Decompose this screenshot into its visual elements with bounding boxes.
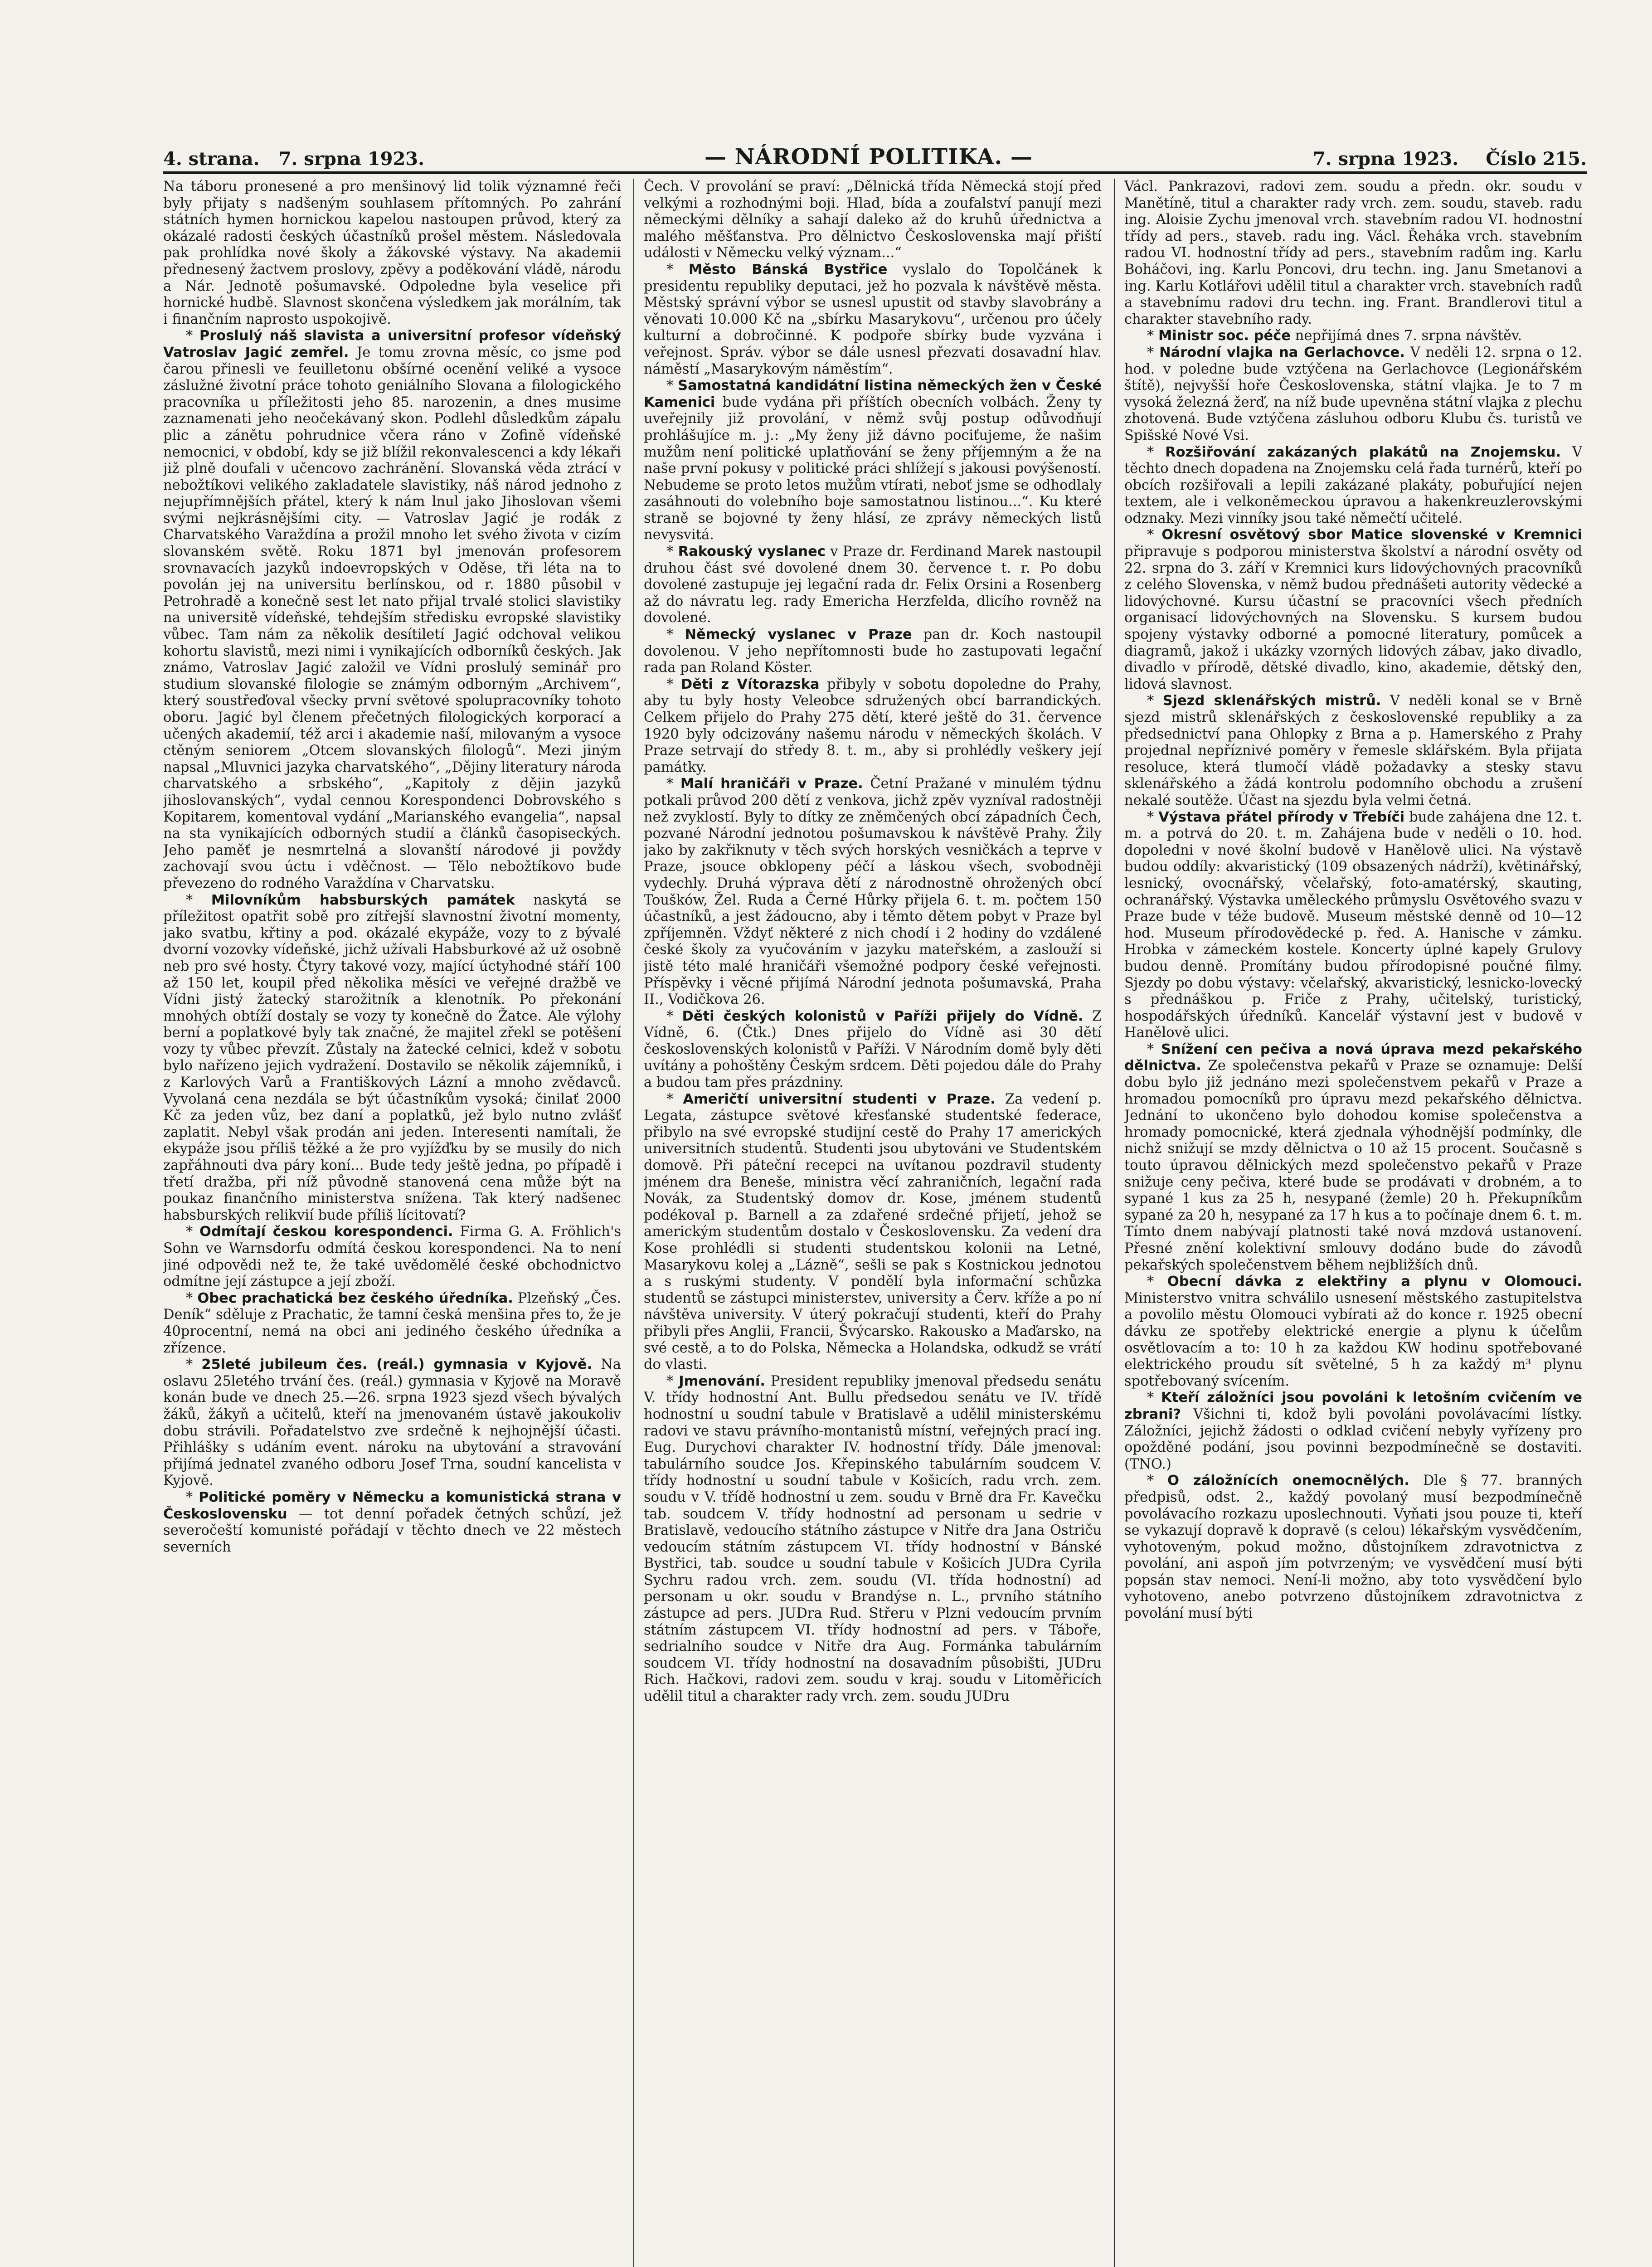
- article-bullet: *: [1147, 328, 1158, 344]
- article-bullet: *: [186, 1290, 198, 1306]
- article-heading: Kteří záložníci jsou povoláni k letošním cvičením ve zbrani?: [1124, 1390, 1582, 1422]
- article-bullet: *: [1147, 1473, 1168, 1489]
- article-body: Plzeňský „Čes. Deník“ sděluje z Prachatic, že tamní česká menšina přes to, že je 40procentní, nemá na obci ani jediného českého úředníka a zřízence.: [163, 1290, 621, 1356]
- article-body: v Praze dr. Ferdinand Marek nastoupil druhou část své dovolené dnem 30. července t. r. Po dobu dovolené zastupuje jej legační rada dr. Felix Orsini a Rosenberg až do návratu leg. rady Emericha Herzfelda, dlicího rovněž na dovolené.: [644, 544, 1102, 626]
- masthead-right: [1313, 148, 1587, 170]
- article-bullet: *: [186, 892, 211, 908]
- article-paragraph: [644, 378, 1102, 544]
- article-bullet: *: [1147, 344, 1160, 360]
- article-bullet: *: [186, 1489, 199, 1505]
- article-heading: Ministr soc. péče: [1158, 328, 1291, 344]
- article-paragraph: [644, 544, 1102, 627]
- article-bullet: *: [666, 1091, 683, 1107]
- article-paragraph: [644, 1373, 1102, 1705]
- article-body: Z Vídně, 6. (Čtk.) Dnes přijelo do Vídně asi 30 dětí československých kolonistů v Paříži. V Národním domě byly děti uvítány a pohoštěny Českým srdcem. Děti pojedou dále do Prahy a budou tam přes prázdniny.: [644, 1008, 1102, 1091]
- column-divider-2: [1114, 179, 1115, 2267]
- article-body: — tot denní pořadek četných schůzí, jež severočeští komunisté pořádají v těchto dnech ve 22 městech severních: [163, 1506, 621, 1555]
- article-paragraph: [1124, 1473, 1582, 1622]
- article-heading: Snížení cen pečiva a nová úprava mezd pekařského dělnictva.: [1124, 1041, 1582, 1074]
- page-label: 4. strana.: [163, 148, 260, 170]
- article-body: přibyly v sobotu dopoledne do Prahy, aby tu byly hosty Veleobce sdružených obcí barrandických. Celkem přijelo do Prahy 275 dětí, které ještě do 31. července 1920 byly odcizovány našemu národu v německých školách. V Praze setrvají do středy 8. t. m., aby si prohlédly veškery její památky.: [644, 676, 1102, 775]
- article-paragraph: [163, 1357, 621, 1489]
- article-bullet: *: [186, 1357, 202, 1373]
- article-heading: Děti z Vítorazska: [680, 676, 820, 692]
- article-paragraph: [644, 627, 1102, 676]
- article-bullet: *: [1147, 527, 1162, 543]
- article-heading: Výstava přátel přírody v Třebíči: [1158, 809, 1405, 825]
- text-column-1: [163, 179, 621, 2267]
- article-paragraph: [1124, 328, 1582, 345]
- article-heading: Rakouský vyslanec: [678, 544, 826, 560]
- article-heading: Město Bánská Bystřice: [688, 261, 888, 277]
- article-paragraph: [163, 1224, 621, 1290]
- text-column-3: [1124, 179, 1582, 2267]
- article-heading: Německý vyslanec v Praze: [685, 627, 912, 643]
- article-bullet: *: [666, 544, 678, 560]
- article-paragraph: [163, 179, 621, 328]
- article-paragraph: [1124, 693, 1582, 809]
- article-paragraph: [1124, 179, 1582, 328]
- article-heading: Politické poměry v Německu a komunistická strana v Československu: [163, 1489, 621, 1522]
- article-heading: 25leté jubileum čes. (reál.) gymnasia v Kyjově.: [201, 1357, 593, 1373]
- article-bullet: *: [666, 676, 681, 692]
- article-heading: Odmítají českou korespondenci.: [199, 1224, 453, 1240]
- article-paragraph: [644, 776, 1102, 1008]
- article-heading: Malí hraničáři v Praze.: [680, 776, 863, 792]
- article-heading: Obec prachatická bez českého úředníka.: [197, 1290, 513, 1306]
- article-body: bude zahájena dne 12. t. m. a potrvá do 20. t. m. Zahájena bude v neděli o 10. hod. dopoledni v nové školní budově v Hanělově ulici. Na výstavě budou oddíly: akvaristický (109 obsazených nádrží), květinářský, lesnický, ovocnářský, včelařský, foto-amatérský, skauting, ochranářský. Výstavka uměleckého průmyslu Osvětového svazu v Praze bude v téže budově. Museum městské denně od 10—12 hod. Museum přírodovědecké p. řed. A. Hanische v zámku. Hrobka v zámeckém kostele. Koncerty úplné kapely Grulovy budou denně. Promítány budou přírodopisné poučné filmy. Sjezdy po dobu výstavy: včelařský, akvaristický, lesnicko-lovecký s přednáškou p. Friče z Prahy, učitelský, turistický, hospodářských úředníků. Kancelář výstavní jest v budově v Hanělově ulici.: [1124, 809, 1582, 1041]
- article-body: Firma G. A. Fröhlich's Sohn ve Warnsdorfu odmítá českou korespondenci. Na to není jiné odpovědi než te, že také uvědomělé české obchodnictvo odmítne její zástupce a její zboží.: [163, 1224, 621, 1290]
- article-bullet: *: [1147, 1390, 1161, 1406]
- article-body: Václ. Pankrazovi, radovi zem. soudu a předn. okr. soudu v Manětíně, titul a charakter rady vrch. zem. soudu, staveb. radu ing. Aloisie Zychu jmenoval vrch. stavebním radou VI. hodnostní třídy ad pers., staveb. radu ing. Václ. Řeháka vrch. stavebním radou VI. hodnostní třídy ad pers., stavebním radům ing. Karlu Boháčovi, ing. Karlu Poncovi, dru techn. ing. Janu Smetanovi a ing. Karlu Kotlářovi udělil titul a charakter vrch. stavebních radů a stavebnímu radovi dru techn. ing. Frant. Brandlerovi titul a charakter stavebního rady.: [1124, 179, 1582, 327]
- article-body: Četní Pražané v minulém týdnu potkali průvod 200 dětí z venkova, jichž zpěv vyzníval radostněji než zvyklostí. Byly to dítky ze zněmčených obcí západních Čech, pozvané Národní jednotou pošumavskou k návštěvě Prahy. Žily jako by zakřiknuty v těch svých horských vesničkách a teprve v Praze, jsouce obklopeny péčí a láskou všech, svobodněji vydechly. Druhá výprava dětí z národnostně ohrožených obcí Toušków, Žel. Ruda a Černé Hůrky přijela 6. t. m. počtem 150 účastníků, a jest žádoucno, aby i těmto dětem pobyt v Praze byl zpříjemněn. Vždyť některé z nich chodí i 2 hodiny do vzdálené české školy za vyučováním v jazyku mateřském, a zaslouží si jistě této malé hraničáři všemožné podpory české veřejnosti. Příspěvky i věcné přijímá Národní jednota pošumavská, Praha II., Vodičkova 26.: [644, 776, 1102, 1008]
- article-body: připravuje s podporou ministerstva školství a národní osvěty od 22. srpna do 3. září v Kremnici kurs lidovýchovných pracovníků z celého Slovenska, v němž budou přednášeti autority vědecké a lidovýchovné. Kursu účastní se pracovníci všech předních organisací lidovýchovných na Slovensku. S kursem budou spojeny výstavky odborné a pomocné literatury, pomůcek a diagramů, jakož i ukázky vzorných lidových zábav, jako divadlo, divadlo v přírodě, dětské divadlo, kino, akademie, dětský den, lidová slavnost.: [1124, 544, 1582, 692]
- article-bullet: *: [666, 627, 685, 643]
- article-body: Čech. V provolání se praví: „Dělnická třída Německá stojí před velkými a rozhodnými boji. Hlad, bída a zoufalství panují mezi německými dělníky a sahají daleko až do kruhů úřednictva a malého měšťanstva. Pro dělnictvo Československa mají přiští události v Německu velký význam...“: [644, 179, 1102, 261]
- article-heading: Jmenování.: [679, 1373, 765, 1389]
- article-heading: Sjezd sklenářských mistrů.: [1162, 693, 1381, 709]
- header-rule: [163, 171, 1587, 174]
- article-bullet: *: [186, 1224, 200, 1240]
- article-paragraph: [1124, 1274, 1582, 1390]
- article-bullet: *: [666, 1008, 682, 1024]
- newspaper-title: — NÁRODNÍ POLITIKA. —: [704, 144, 1033, 170]
- date-right: 7. srpna 1923.: [1312, 148, 1459, 170]
- article-body: vyslalo do Topolčánek k presidentu republiky deputaci, jež ho pozvala k návštěvě města. Městský správní výbor se usnesl upustit od stavby slavobrány a věnovati 10.000 Kč na „sbírku Masarykovu“, určenou pro účely kulturní a dobročinné. K podpoře sbírky bude vyzvána i veřejnost. Správ. výbor se dále usnesl přezvati dosavadní hlav. náměstí „Masarykovým náměstím“.: [644, 261, 1102, 377]
- article-paragraph: [163, 892, 621, 1224]
- article-body: Je tomu zrovna měsíc, co jsme pod čarou přinesli ve feuilletonu obšírné ocenění veliké a vysoce záslužné životní práce tohoto geniálního Slovana a filologického pracovníka u příležitosti jeho 85. narozenin, a dnes musime zaznamenati jeho neočekávaný skon. Podlehl důsledkům zápalu plic a zánětu pohrudnice včera ráno v Zofině vídeňské nemocnici, v období, kdy se již blížil rekonvalescenci a kdy lékaři již plně doufali v učencovo zachránění. Slovanská věda ztrácí v nebožtíkovi velikého zakladatele slavistiky, náš národ jednoho z nejupřímnějších přátel, který k nám lnul jako Jihoslovan všemi svými nejkrásnějšími city. — Vatroslav Jagić je rodák z Charvatského Varaždína a prožil mnoho let svého života v cizím slovanském světě. Roku 1871 byl jmenován profesorem srovnavacích jazyků indoevropských v Oděse, tři léta na to povolán jej na universitu berlínskou, od r. 1880 působil v Petrohradě a konečně sest let nato přijal trvalé stolici slavistiky na universitě vídeňské, tehdejším středisku evropské slavistiky vůbec. Tam nám za několik desítiletí Jagić odchoval velikou kohortu slavistů, mezi nimi i vynikajících odborníků českých. Jak známo, Vatroslav Jagić založil ve Vídni proslulý seminář pro studium slovanské filologie se známým odborným „Archivem“, který soustřeďoval všecky první světové spolupracovníky tohoto oboru. Jagić byl členem přečetných filologických korporací a učených akademií, též arci i akademie naší, milovaným a vysoce ctěným seniorem „Otcem slovanských filologů“. Mezi jiným napsal „Mluvnici jazyka charvatského“, „Dějiny literatury národa charvatského a srbského“, „Kapitoly z dějin jazyků jihoslovanských“, vydal cennou Korespondenci Dobrovského s Kopitarem, komentoval vydání „Marianského evangelia“, napsal na sta vynikajících odborných studií a článků časopiseckých. Jeho paměť je nesmrtelná a slovanští národové ji povždy zachovají svou úctu i vděčnost. — Tělo nebožtíkovo bude převezeno do rodného Varaždína v Charvatsku.: [163, 344, 621, 891]
- article-heading: Děti českých kolonistů v Paříži přijely do Vídně.: [682, 1008, 1084, 1024]
- article-paragraph: [1124, 527, 1582, 693]
- article-paragraph: [163, 1489, 621, 1556]
- issue-number: Číslo 215.: [1486, 148, 1587, 170]
- article-heading: O záložnících onemocnělých.: [1167, 1473, 1409, 1489]
- article-heading: Okresní osvětový sbor Matice slovenské v Kremnici: [1161, 527, 1582, 543]
- article-body: Za vedení p. Legata, zástupce světové křesťanské studentské federace, přibylo na své evropské studijní cestě do Prahy 17 amerických universitních studentů. Studenti jsou ubytováni ve Studentském domově. Při páteční recepci na uvítanou pozdravil studenty jménem dra Beneše, ministra věcí zahraničních, legační rada Novák, za Studentský domov dr. Kose, jménem studentů podékoval p. Barnell a za zdařené srdečné přijetí, jehož se americkým studentům dostalo v Československu. Za vedení dra Kose prohlédli si studenti studentskou kolonii na Letné, Masarykovu kolej a „Lázně“, sešli se pak s Kostnickou jednotou a s ruskými studenty. V pondělí byla informační schůzka studentů se zástupci ministerstev, university a Červ. kříže a po ní návštěva university. V úterý pokračují studenti, kteří do Prahy přibyli přes Anglii, Francii, Švýcarsko. Rakousko a Maďarsko, na své cestě, a to do Polska, Německa a Holandska, odkudž se vrátí do vlasti.: [644, 1091, 1102, 1373]
- article-bullet: *: [186, 328, 199, 344]
- article-heading: Samostatná kandidátní listina německých žen v České Kamenici: [644, 378, 1102, 410]
- article-bullet: *: [1147, 693, 1163, 709]
- article-bullet: *: [1147, 1041, 1161, 1057]
- article-paragraph: [1124, 1041, 1582, 1274]
- date-left: 7. srpna 1923.: [278, 148, 425, 170]
- article-paragraph: [163, 328, 621, 892]
- article-body: V těchto dnech dopadena na Znojemsku celá řada turnérů, kteří po obcích rozšiřovali a lepili zakázané plakáty, pobuřující nejen textem, ale i velkoněmeckou úpravou a hakenkreuzlerovskými odznaky. Mezi vinníky jsou také němečtí učitelé.: [1124, 444, 1582, 526]
- article-body: Ze společenstva pekařů v Praze se oznamuje: Delší dobu bylo již jednáno mezi společenstvem pekařů v Praze a hromadou pomocníků pro úpravu mezd pekařského dělnictva. Jednání to ukončeno bylo dohodou komise společenstva a hromady pomocnické, která zjednala výhodnější podmínky, dle nichž snižují se mzdy dělnictva o 10 až 15 procent. Současně s touto úpravou dělnických mezd společenstvo pekařů v Praze snižuje ceny pečiva, které bude se prodávati v drobném, a to sypané 1 kus za 25 h, nesypané (žemle) 20 h. Překupníkům sypané za 20 h, nesypané za 17 h kus a to počínaje dnem 6. t. m. Tímto dnem nabývají platnosti také nová mzdová ustanovení. Přesné znění kolektivní smlouvy dodáno bude do závodů pekařských společenstvem během nejbližších dnů.: [1124, 1058, 1582, 1273]
- article-paragraph: [163, 1290, 621, 1357]
- article-bullet: *: [666, 776, 680, 792]
- article-paragraph: [644, 1008, 1102, 1091]
- column-divider-1: [633, 179, 634, 2267]
- article-paragraph: [1124, 809, 1582, 1041]
- article-bullet: *: [666, 378, 678, 394]
- article-paragraph: [644, 1091, 1102, 1373]
- article-paragraph: [1124, 345, 1582, 444]
- article-body: Všichni ti, kdož byli povoláni povolávacími lístky. Záložníci, jejichž žádosti o odklad cvičení nebyly vyřízeny pro opožděné podání, jsou povinni bezpodmínečně se dostaviti. (TNO.): [1124, 1406, 1582, 1472]
- text-column-2: [644, 179, 1102, 2267]
- article-body: Na táboru pronesené a pro menšinový lid tolik významné řeči byly přijaty s nadšeným souhlasem přítomných. Po zahrání státních hymen hornickou kapelou nastoupen průvod, který za okázalé radosti českých účastníků prošel městem. Následovala pak prohlídka nové školy a žákovské výstavy. Na akademii přednesený žactvem proslovy, zpěvy a poděkování vládě, národu a Nár. Jednotě pošumavské. Odpoledne byla veselice při hornické hudbě. Slavnost skončena výsledkem jak morálním, tak i finančním naprosto uspokojivě.: [163, 179, 621, 327]
- article-body: nepřijímá dnes 7. srpna návštěv.: [1295, 328, 1522, 344]
- article-bullet: *: [1147, 809, 1159, 825]
- article-heading: Proslulý náš slavista a universitní profesor vídeňský Vatroslav Jagić zemřel.: [163, 328, 621, 360]
- article-body: naskytá se příležitost opatřit sobě pro zítřejší slavnostní životní momenty, jako svatbu, křtiny a pod. okázalé ekypáže, vozy to z bývalé dvorní vozovky vídeňské, jichž užívali Habsburkové až už osobně neb pro své hosty. Čtyry takové vozy, mající úctyhodné stáří 100 až 150 let, koupil před několika měsíci ve veřejné dražbě ve Vídni jistý žatecký starožitník a klenotník. Po překonání mnohých obtíží dostaly se vozy ty konečně do Žatce. Ale výlohy berní a poplatkové byly tak značné, že majitel zřekl se potěšení vozy ty vůbec převzít. Zůstaly na žatecké celnici, kdež v sobotu bylo nařízeno jejich vydražení. Dostavilo se několik zájemníků, i z Karlových Varů a Františkových Lázní a mnoho zvědavců. Vyvolaná cena nezdála se být účastníkům vysoká; činilať 2000 Kč za jeden vůz, bez daní a poplatků, jež bylo nutno zvlášť zaplatit. Nebyl však prodán ani jeden. Interesenti namítali, že ekypáže jsou příliš těžké a že pro vyjížďku by se musily do nich zapřáhnouti dva páry koní... Bude tedy ještě jedna, po případě i třetí dražba, při níž původně stanovená cena může být na poukaz finančního ministerstva snížena. Tak který nadšenec habsburských relikvií bude příliš lícitovatí?: [163, 892, 621, 1223]
- article-paragraph: [644, 179, 1102, 262]
- article-heading: Národní vlajka na Gerlachovce.: [1159, 344, 1405, 360]
- article-body: V neděli 12. srpna o 12. hod. v poledne bude vztýčena na Gerlachovce (Legionářském štítě), nejvyšší hoře Československa, státní vlajka. Je to 7 m vysoká železná žerď, na níž bude upevněna státní vlajka z plechu zhotovená. Bude vztýčena zásluhou odboru Klubu čs. turistů ve Spišské Nové Vsi.: [1124, 344, 1582, 443]
- article-paragraph: [1124, 444, 1582, 527]
- article-body: Na oslavu 25letého trvání čes. (reál.) gymnasia v Kyjově na Moravě konán bude ve dnech 25.—26. srpna 1923 sjezd všech bývalých žáků, žákyň a učitelů, kteří na jmenovaném ústavě jakoukoliv dobu strávili. Pořadatelstvo zve srdečně k nejhojnější účasti. Přihlášky s udáním event. nároku na ubytování a stravování přijímá jednatel zvaného odboru Josef Trna, soudní kancelista v Kyjově.: [163, 1357, 621, 1489]
- masthead-left: [163, 148, 424, 170]
- article-body: V neděli konal se v Brně sjezd mistrů sklenářských z československé republiky a za předsednictví pana Ohlopky z Brna a p. Hamerského z Prahy projednal nepříznivé poměry v řemesle sklářském. Byla přijata resoluce, která tlumočí vládě požadavky a stesky stavu sklenářského a žádá kontrolu podomního obchodu a zrušení nekalé soutěže. Účast na sjezdu byla velmi četná.: [1124, 693, 1582, 808]
- article-bullet: *: [1147, 1274, 1167, 1290]
- masthead: [163, 136, 1587, 170]
- article-body: Dle § 77. branných předpisů, odst. 2., každý povolaný musí bezpodmínečně povolávacího rozkazu uposlechnouti. Vyňati jsou pouze ti, kteří se vykazují dopravě k dopravě (s celou) lékařským vysvědčením, vyhotoveným, pokud možno, důstojníkem zdravotnictva z povolání, ani aspoň jím potvrzeným; ve vysvědčení musí býti popsán stav nemoci. Není-li možno, aby toto vysvědčení bylo vyhotoveno, anebo potvrzeno důstojníkem zdravotnictva z povolání musí býti: [1124, 1473, 1582, 1622]
- article-bullet: *: [1147, 444, 1166, 460]
- article-body: Ministerstvo vnitra schválilo usnesení městského zastupitelstva a povolilo městu Olomouci vybírati až do konce r. 1925 obecní dávku ze spotřeby elektrické energie a plynu k účelům osvětlovacím a to: 10 h za každou KW hodinu spotřebované elektrického proudu sít světelné, 5 h za každý m³ plynu spotřebovaný svícením.: [1124, 1290, 1582, 1389]
- article-heading: Obecní dávka z elektřiny a plynu v Olomouci.: [1167, 1274, 1582, 1290]
- article-bullet: *: [666, 1373, 679, 1389]
- article-body: pan dr. Koch nastoupil dovolenou. V jeho nepřítomnosti bude ho zastupovati legační rada pan Roland Köster.: [644, 627, 1102, 676]
- article-paragraph: [644, 262, 1102, 378]
- article-body: President republiky jmenoval předsedu senátu V. třídy hodnostní Ant. Bullu předsedou senátu ve IV. třídě hodnostní u soudní tabule v Bratislavě a udělil ministerskému radovi ve stavu právního-montanistů místní, veřejných prací ing. Eug. Durychovi charakter IV. hodnostní třídy. Dále jmenoval: tabulárního soudce Jos. Křepinského tabulárním soudcem V. třídy hodnostní u soudní tabule v Košicích, radu vrch. zem. soudu v V. třídě hodnostní u zem. soudu v Brně dra Fr. Kavečku tab. soudcem V. třídy hodnostní ad personam u sedrie v Bratislavě, vedoucího státního zástupce v Nitře dra Jana Ostriču vedoucím státním zástupcem VI. třídy hodnostní v Bánské Bystřici, tab. soudce u soudní tabule v Košicích JUDra Cyrila Sychru radou vrch. zem. soudu (VI. třída hodnostní) ad personam u okr. soudu v Brandýse n. L., prvního státního zástupce ad pers. JUDra Rud. Střeru v Plzni vedoucím prvním státním zástupcem VI. třídy hodnostní ad pers. v Táboře, sedrialního soudce v Nitře dra Aug. Formánka tabulárním soudcem VI. třídy hodnostní na dosavadním působišti, JUDru Rich. Hačkovi, radovi zem. soudu v kraj. soudu v Litoměřicích udělil titul a charakter rady vrch. zem. soudu JUDru: [644, 1373, 1102, 1705]
- article-bullet: *: [666, 261, 689, 277]
- article-heading: Milovníkům habsburských památek: [211, 892, 515, 908]
- article-body: bude vydána při příštích obecních volbách. Ženy ty uveřejnily již provolání, v němž svůj postup odůvodňují prohlášujíce m. j.: „My ženy již dávno pociťujeme, že našim mužům není politické uplatňování se ženy příjemným a že na naše první pokusy v politické práci shlížejí s jakousi povýšeností. Nebudeme se proto letos mužům vtírati, neboť jsme se odhodlaly zasáhnouti do volebního boje samostatnou listinou...“. Ku které straně se bojovné ty ženy hlásí, ze zprávy německých listů nevysvitá.: [644, 394, 1102, 543]
- article-paragraph: [644, 676, 1102, 776]
- article-paragraph: [1124, 1390, 1582, 1473]
- article-heading: Rozšiřování zakázaných plakátů na Znojemsku.: [1165, 444, 1561, 460]
- article-heading: Američtí universitní studenti v Praze.: [683, 1091, 996, 1107]
